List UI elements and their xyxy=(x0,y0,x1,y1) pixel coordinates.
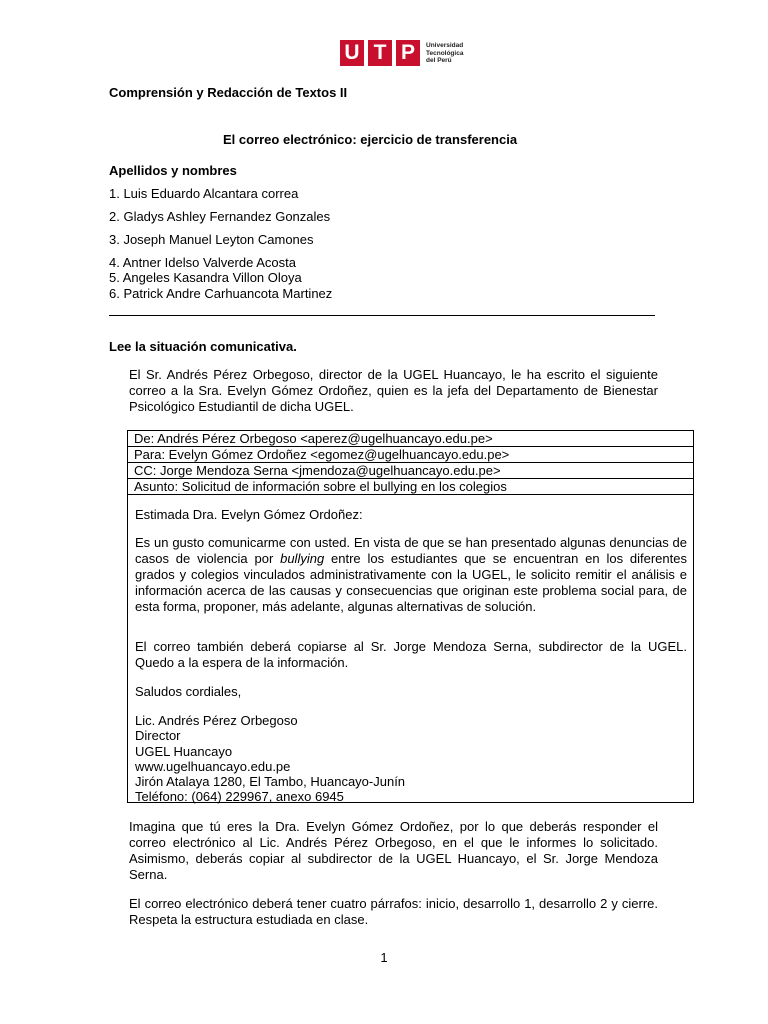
logo-letter-u: U xyxy=(340,40,364,66)
email-from: De: Andrés Pérez Orbegoso <aperez@ugelhuancayo.edu.pe> xyxy=(128,431,694,447)
name-item: 4. Antner Idelso Valverde Acosta xyxy=(109,255,296,270)
email-greeting: Estimada Dra. Evelyn Gómez Ordoñez: xyxy=(135,507,363,522)
name-item: 2. Gladys Ashley Fernandez Gonzales xyxy=(109,209,331,224)
email-paragraph-1: Es un gusto comunicarme con usted. En vista de que se han presentado algunas denuncias de casos de violencia por bullying entre los estudiantes que se encuentran en los diferentes grados y colegios vinculados administrativamente con la UGEL, le solicito remitir el análisis e información acerca de las causas y consecuencias que originan este problema social para, de esta forma, proponer, más adelante, algunas alternativas de solución. xyxy=(135,535,687,614)
logo-letter-p: P xyxy=(396,40,420,66)
signature-line: Teléfono: (064) 229967, anexo 6945 xyxy=(135,789,344,805)
email-header-table xyxy=(127,430,694,495)
name-item: 6. Patrick Andre Carhuancota Martinez xyxy=(109,286,333,301)
name-item: 1. Luis Eduardo Alcantara correa xyxy=(109,186,299,201)
page-number: 1 xyxy=(380,950,388,965)
instruction-paragraph-2: El correo electrónico deberá tener cuatro párrafos: inicio, desarrollo 1, desarrollo 2 y cierre. Respeta la estructura estudiada en clase. xyxy=(129,896,658,927)
email-cc: CC: Jorge Mendoza Serna <jmendoza@ugelhuancayo.edu.pe> xyxy=(128,463,694,479)
email-closing: Saludos cordiales, xyxy=(135,684,242,699)
name-item: 5. Angeles Kasandra Villon Oloya xyxy=(109,270,302,285)
name-item: 3. Joseph Manuel Leyton Camones xyxy=(109,232,314,247)
email-to: Para: Evelyn Gómez Ordoñez <egomez@ugelhuancayo.edu.pe> xyxy=(128,447,694,463)
signature-line: www.ugelhuancayo.edu.pe xyxy=(135,758,291,774)
email-body xyxy=(127,494,694,803)
utp-logo xyxy=(340,40,480,68)
signature-line: UGEL Huancayo xyxy=(135,743,233,759)
intro-paragraph: El Sr. Andrés Pérez Orbegoso, director de la UGEL Huancayo, le ha escrito el siguiente correo a la Sra. Evelyn Gómez Ordoñez, quien es la jefa del Departamento de Bienestar Psicológico Estudiantil de dicha UGEL. xyxy=(129,367,658,414)
divider-line xyxy=(109,315,655,316)
bullying-term: bullying xyxy=(280,551,325,566)
document-title: El correo electrónico: ejercicio de transferencia xyxy=(223,132,518,147)
email-paragraph-2: El correo también deberá copiarse al Sr. Jorge Mendoza Serna, subdirector de la UGEL. Quedo a la espera de la información. xyxy=(135,639,687,670)
email-signature xyxy=(135,713,687,805)
signature-line: Director xyxy=(135,728,181,744)
email-subject: Asunto: Solicitud de información sobre el bullying en los colegios xyxy=(128,479,694,495)
logo-letter-t: T xyxy=(368,40,392,66)
course-title: Comprensión y Redacción de Textos II xyxy=(109,85,348,100)
university-name: Universidad Tecnológica del Perú xyxy=(426,42,464,64)
signature-line: Lic. Andrés Pérez Orbegoso xyxy=(135,713,298,728)
instruction-paragraph-1: Imagina que tú eres la Dra. Evelyn Gómez Ordoñez, por lo que deberás responder el correo electrónico al Lic. Andrés Pérez Orbegoso, en el que le informes lo solicitado. Asimismo, deberás copiar al subdirector de la UGEL Huancayo, el Sr. Jorge Mendoza Serna. xyxy=(129,819,658,882)
situation-heading: Lee la situación comunicativa. xyxy=(109,339,297,354)
signature-line: Jirón Atalaya 1280, El Tambo, Huancayo-Junín xyxy=(135,774,406,790)
names-heading: Apellidos y nombres xyxy=(109,163,237,178)
